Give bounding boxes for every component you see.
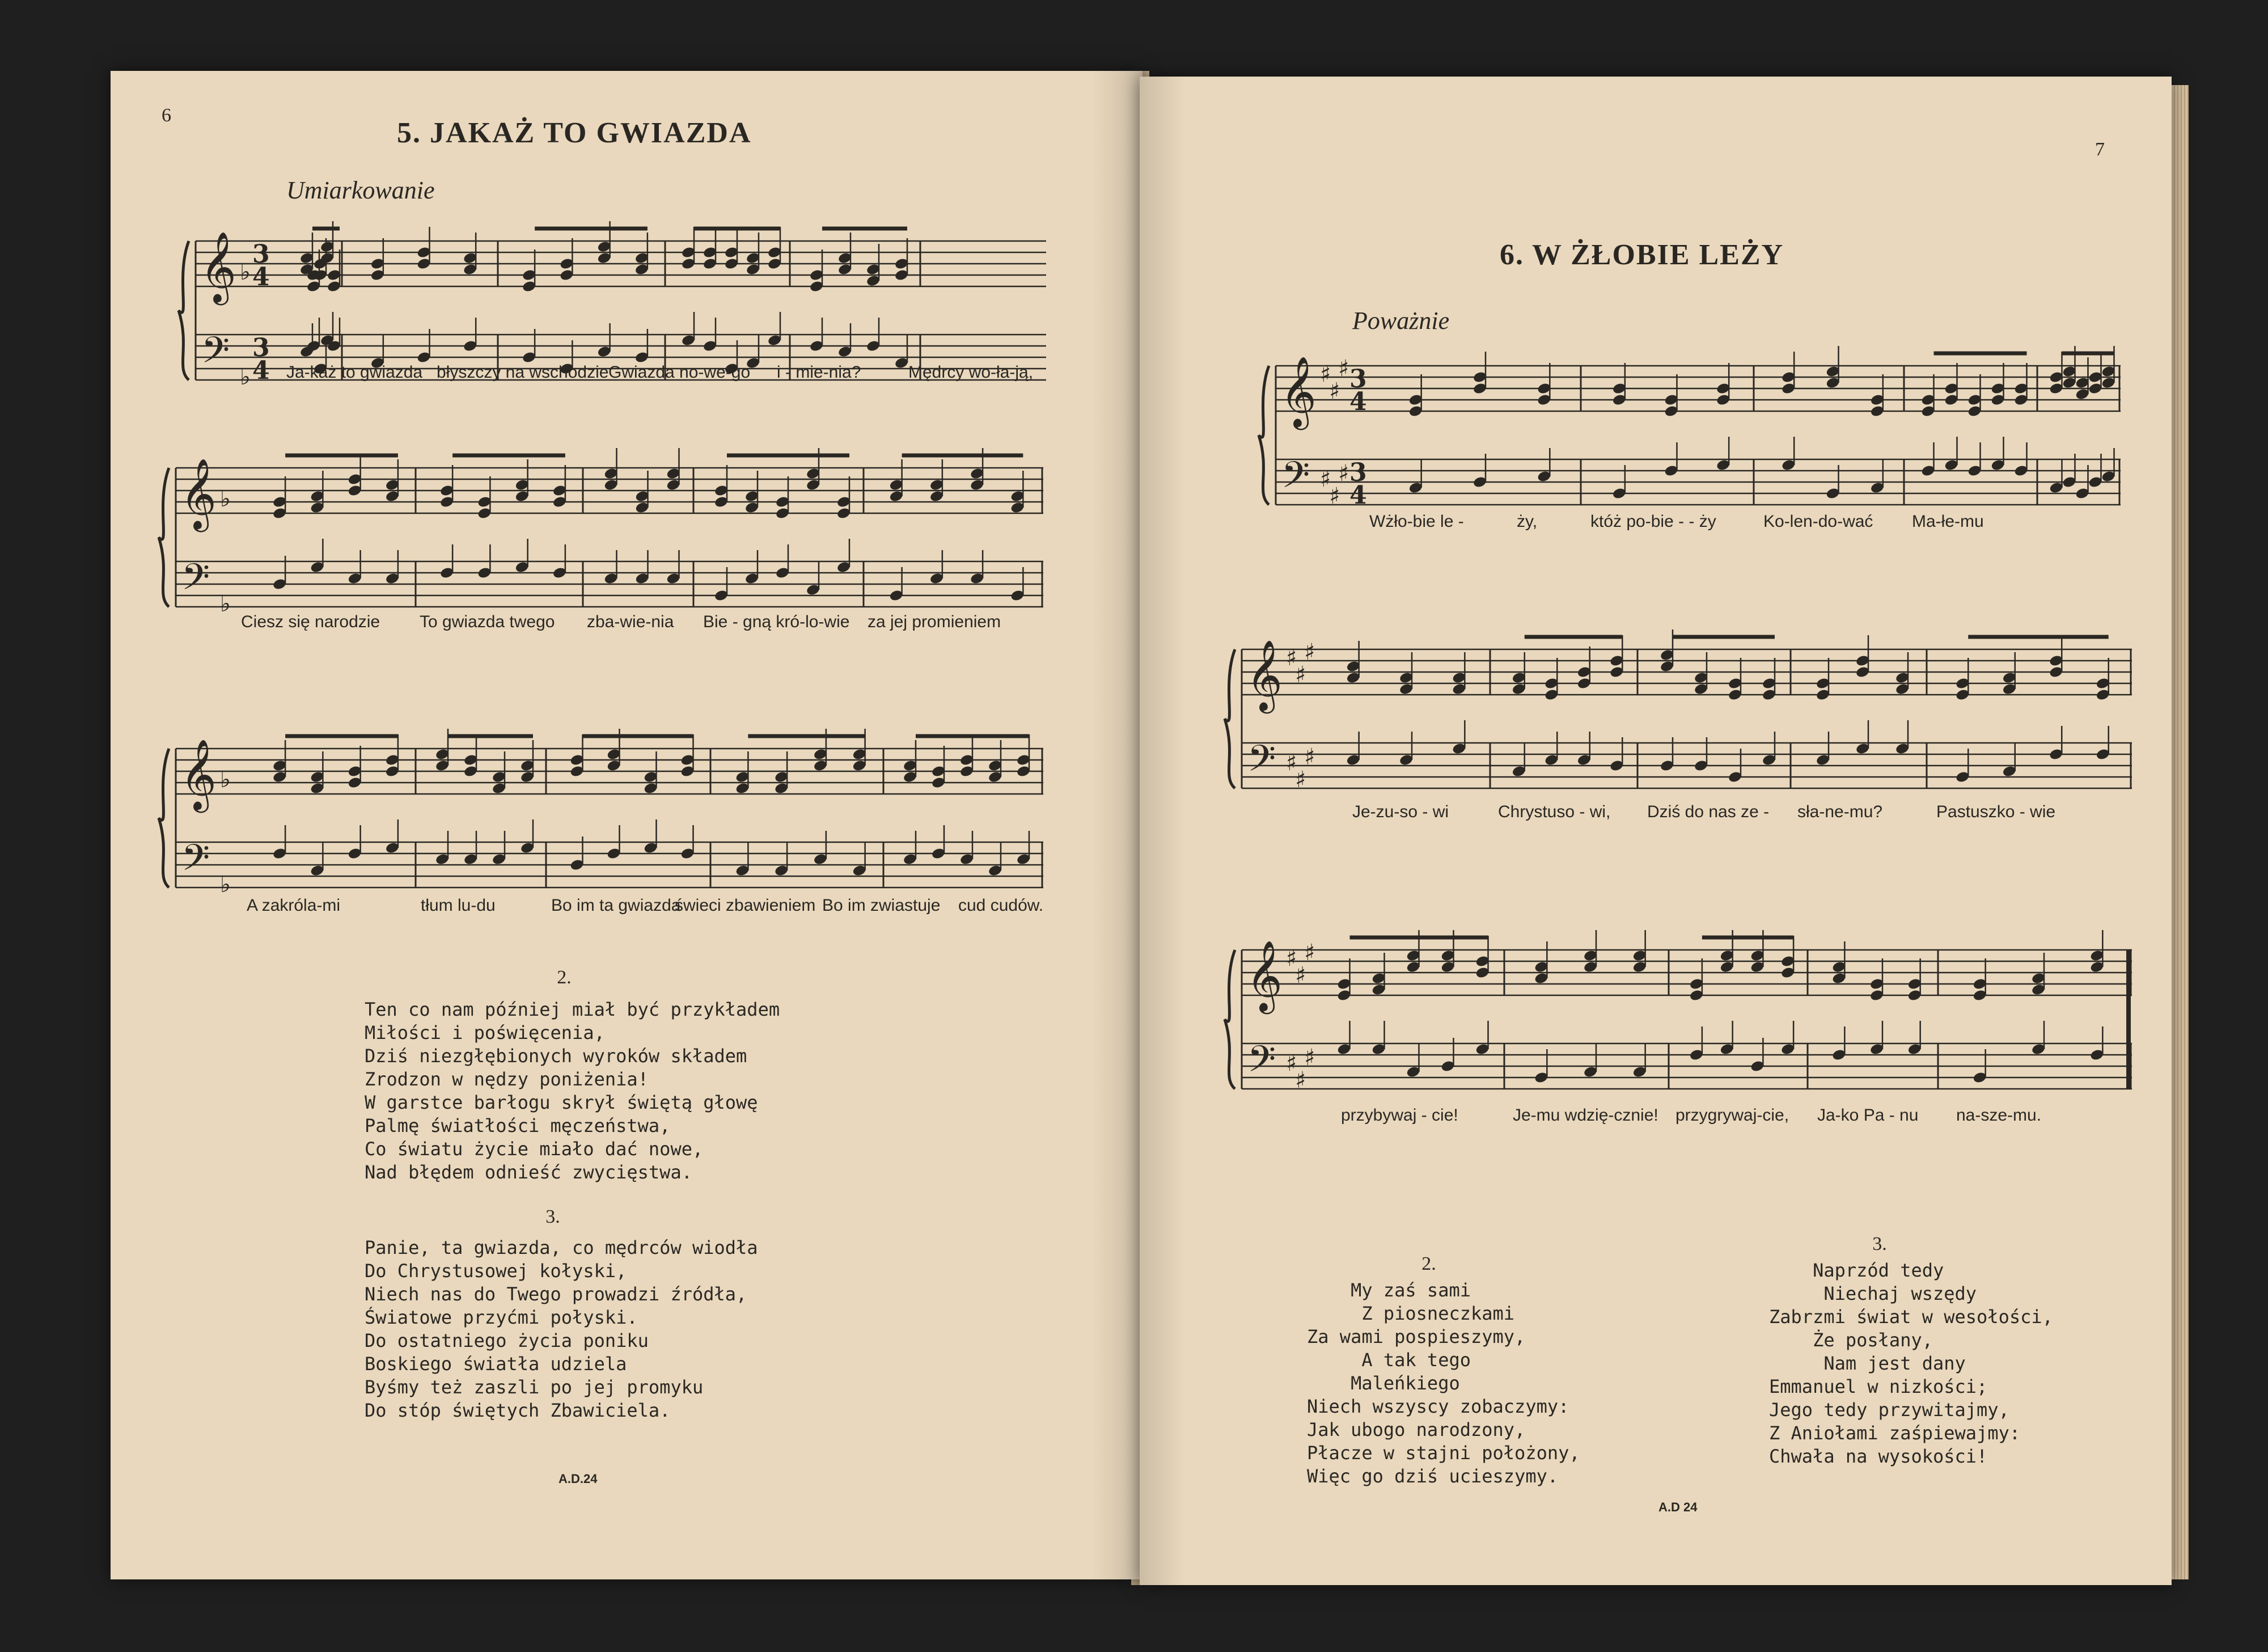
- verse-line: Panie, ta gwiazda, co mędrców wiodła: [365, 1237, 758, 1258]
- sharp-sign: ♯: [1295, 1067, 1306, 1093]
- lyric-segment: za jej promieniem: [868, 612, 1001, 631]
- verse-line: Naprzód tedy: [1769, 1260, 1944, 1281]
- sharp-sign: ♯: [1295, 662, 1306, 688]
- verse-line: Zrodzon w nędzy poniżenia!: [365, 1068, 649, 1090]
- sharp-sign: ♯: [1329, 483, 1340, 509]
- lyric-segment: błyszczy na wschodzie: [437, 363, 609, 382]
- treble-clef: 𝄞: [180, 458, 217, 529]
- brace: [159, 749, 169, 888]
- time-signature: 3: [252, 240, 270, 269]
- sharp-sign: ♯: [1295, 767, 1306, 793]
- verse-line: Niech wszyscy zobaczymy:: [1307, 1396, 1569, 1417]
- verse-line: Maleńkiego: [1307, 1372, 1460, 1394]
- brace: [179, 241, 189, 380]
- lyric-segment: Wżło-bie le -: [1369, 512, 1464, 531]
- verse-line: W garstce barłogu skrył świętą głowę: [365, 1092, 758, 1113]
- tempo-marking: Poważnie: [1352, 307, 1450, 335]
- treble-clef: 𝄞: [200, 231, 236, 302]
- lyric-segment: przygrywaj-cie,: [1675, 1106, 1789, 1125]
- lyric-segment: Ma-łe-mu: [1912, 512, 1984, 531]
- verse-3-text: [365, 1236, 758, 1422]
- flat-sign: ♭: [240, 259, 251, 285]
- verse-number: 3.: [545, 1206, 560, 1227]
- sharp-sign: ♯: [1304, 940, 1315, 966]
- verse-line: Co światu życie miało dać nowe,: [365, 1138, 704, 1160]
- verse-line: Palmę światłości męczeństwa,: [365, 1115, 671, 1136]
- time-signature: 3: [1349, 458, 1367, 487]
- lyric-segment: Pastuszko - wie: [1936, 802, 2056, 821]
- verse-line: Z piosneczkami: [1307, 1303, 1515, 1324]
- verse-number: 2.: [1421, 1253, 1436, 1274]
- sharp-sign: ♯: [1286, 1050, 1297, 1076]
- page-footer: A.D.24: [558, 1472, 598, 1486]
- verse-line: Nam jest dany: [1769, 1353, 1966, 1374]
- verse-line: Płacze w stajni położony,: [1307, 1442, 1580, 1464]
- verse-line: Chwała na wysokości!: [1769, 1446, 1988, 1467]
- lyric-segment: tłum lu-du: [421, 896, 496, 915]
- tempo-marking: Umiarkowanie: [286, 176, 435, 204]
- lyric-segment: i - mie-nia?: [777, 363, 861, 382]
- verse-line: Niechaj wszędy: [1769, 1283, 1977, 1304]
- verse-line: Światowe przyćmi połyski.: [365, 1307, 638, 1328]
- page-edges: [2172, 85, 2189, 1579]
- final-barline: [2126, 950, 2131, 1089]
- verse-line: Zabrzmi świat w wesołości,: [1769, 1306, 2053, 1328]
- verse-line: Do ostatniego życia poniku: [365, 1330, 649, 1351]
- time-signature: 3: [252, 333, 270, 362]
- sharp-sign: ♯: [1338, 356, 1349, 382]
- left-page: [111, 71, 1143, 1579]
- brace: [159, 468, 169, 607]
- lyric-segment: przybywaj - cie!: [1341, 1106, 1458, 1125]
- treble-clef: 𝄞: [180, 739, 217, 810]
- lyric-segment: Chrystuso - wi,: [1498, 802, 1611, 821]
- music-system-3: [153, 732, 1043, 919]
- brace: [1225, 950, 1235, 1089]
- lyric-segment: Je-mu wdzię-cznie!: [1513, 1106, 1658, 1125]
- sharp-sign: ♯: [1286, 750, 1297, 776]
- verse-number: 3.: [1872, 1233, 1887, 1254]
- lyric-segment: Je-zu-so - wi: [1352, 802, 1449, 821]
- verse-line: My zaś sami: [1307, 1279, 1471, 1301]
- lyric-segment: Bo im ta gwiazda: [551, 896, 681, 915]
- flat-sign: ♭: [220, 872, 231, 898]
- time-signature: 4: [252, 356, 270, 385]
- verse-line: Że posłany,: [1769, 1329, 1933, 1351]
- lyric-segment: zba-wie-nia: [587, 612, 674, 631]
- grand-staff: [1219, 632, 2132, 819]
- page-number: 7: [2095, 139, 2105, 160]
- verse-line: Dziś niezgłębionych wyroków składem: [365, 1045, 747, 1067]
- verse-number: 2.: [557, 967, 572, 988]
- grand-staff: [153, 732, 1043, 919]
- flat-sign: ♭: [220, 591, 231, 617]
- page-fold-shadow: [1091, 71, 1143, 1579]
- lyric-segment: Mędrcy wo-ła-ją,: [908, 363, 1034, 382]
- flat-sign: ♭: [240, 364, 251, 390]
- sharp-sign: ♯: [1286, 945, 1297, 971]
- bass-clef: 𝄢: [201, 329, 230, 381]
- lyric-segment: któż po-bie - - ży: [1590, 512, 1716, 531]
- music-system-1: [1253, 349, 2121, 536]
- sharp-sign: ♯: [1320, 361, 1331, 387]
- music-system-2: [153, 451, 1043, 638]
- verse-line: Ten co nam później miał być przykładem: [365, 999, 780, 1020]
- verse-line: Emmanuel w nizkości;: [1769, 1376, 1988, 1397]
- sharp-sign: ♯: [1286, 645, 1297, 671]
- verse-line: Niech nas do Twego prowadzi źródła,: [365, 1283, 747, 1305]
- bass-clef: 𝄢: [1281, 454, 1310, 505]
- verse-line: Byśmy też zaszli po jej promyku: [365, 1376, 704, 1398]
- lyric-segment: To gwiazda twego: [420, 612, 555, 631]
- time-signature: 4: [1349, 387, 1367, 416]
- lyric-segment: ży,: [1517, 512, 1538, 531]
- sharp-sign: ♯: [1320, 466, 1331, 492]
- treble-clef: 𝄞: [1246, 640, 1283, 711]
- music-system-2: [1219, 632, 2132, 819]
- sharp-sign: ♯: [1295, 962, 1306, 988]
- bass-clef: 𝄢: [1247, 1038, 1276, 1089]
- bass-clef: 𝄢: [181, 556, 210, 607]
- page-footer: A.D 24: [1658, 1500, 1698, 1514]
- verse-line: Do stóp świętych Zbawiciela.: [365, 1400, 671, 1421]
- sharp-sign: ♯: [1304, 744, 1315, 770]
- lyric-segment: Bie - gną kró-lo-wie: [703, 612, 850, 631]
- song-title: 5. JAKAŻ TO GWIAZDA: [397, 117, 752, 149]
- time-signature: 4: [252, 263, 270, 291]
- lyric-segment: świeci zbawieniem: [675, 896, 816, 915]
- brace: [1225, 649, 1235, 788]
- music-system-1: [173, 224, 1046, 394]
- verse-2-text: [1307, 1279, 1580, 1488]
- sharp-sign: ♯: [1338, 460, 1349, 487]
- lyric-segment: Ja-każ to gwiazda: [286, 363, 423, 382]
- treble-clef: 𝄞: [1246, 940, 1283, 1011]
- lyric-segment: Dziś do nas ze -: [1647, 802, 1770, 821]
- verse-line: Miłości i poświęcenia,: [365, 1022, 605, 1043]
- lyric-segment: Ko-len-do-wać: [1763, 512, 1873, 531]
- flat-sign: ♭: [220, 486, 231, 512]
- sharp-sign: ♯: [1304, 639, 1315, 665]
- verse-line: Do Chrystusowej kołyski,: [365, 1260, 627, 1282]
- music-system-3: [1219, 933, 2132, 1125]
- verse-3-text: [1769, 1259, 2053, 1468]
- verse-line: Jak ubogo narodzony,: [1307, 1419, 1526, 1440]
- time-signature: 3: [1349, 365, 1367, 394]
- grand-staff: [1219, 933, 2132, 1120]
- song-title: 6. W ŻŁOBIE LEŻY: [1500, 239, 1784, 271]
- sharp-sign: ♯: [1304, 1045, 1315, 1071]
- page-fold-shadow: [1140, 77, 1185, 1585]
- right-page: [1140, 77, 2172, 1585]
- lyric-segment: Gwiazda no-we-go: [608, 363, 751, 382]
- lyric-segment: na-sze-mu.: [1956, 1106, 2042, 1125]
- lyric-segment: A zakróla-mi: [247, 896, 341, 915]
- grand-staff: [153, 451, 1043, 638]
- verse-line: Nad błędem odnieść zwycięstwa.: [365, 1161, 692, 1183]
- lyric-segment: Bo im zwiastuje: [822, 896, 941, 915]
- lyric-segment: cud cudów.: [958, 896, 1044, 915]
- treble-clef: 𝄞: [1280, 356, 1317, 427]
- lyric-segment: Ja-ko Pa - nu: [1817, 1106, 1919, 1125]
- bass-clef: 𝄢: [1247, 738, 1276, 789]
- grand-staff: [1253, 349, 2121, 536]
- flat-sign: ♭: [220, 767, 231, 793]
- verse-line: Za wami pospieszymy,: [1307, 1326, 1526, 1347]
- verse-line: Z Aniołami zaśpiewajmy:: [1769, 1422, 2021, 1444]
- brace: [1259, 366, 1269, 505]
- verse-line: A tak tego: [1307, 1349, 1471, 1371]
- time-signature: 4: [1349, 481, 1367, 510]
- lyric-segment: sła-ne-mu?: [1797, 802, 1883, 821]
- bass-clef: 𝄢: [181, 837, 210, 888]
- verse-line: Więc go dziś ucieszymy.: [1307, 1465, 1559, 1487]
- verse-line: Boskiego światła udziela: [365, 1353, 627, 1375]
- lyric-segment: Ciesz się narodzie: [241, 612, 380, 631]
- sharp-sign: ♯: [1329, 378, 1340, 404]
- page-number: 6: [162, 105, 171, 126]
- verse-2-text: [365, 998, 780, 1184]
- verse-line: Jego tedy przywitajmy,: [1769, 1399, 2009, 1421]
